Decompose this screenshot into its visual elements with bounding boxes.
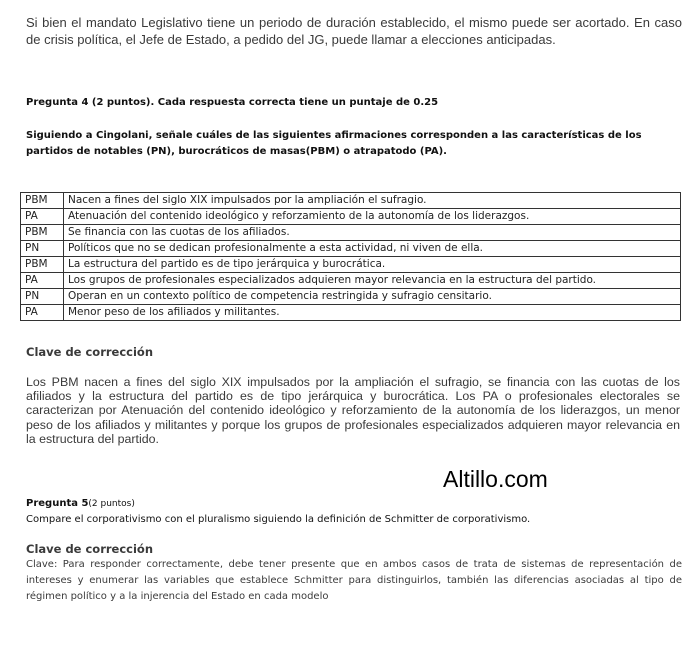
table-row [21,193,681,209]
question-5-title [26,496,686,512]
question-5-block [26,496,686,528]
party-code: PA [21,273,64,289]
watermark-logo[interactable]: Altillo.com [443,466,548,492]
party-code: PBM [21,257,64,273]
party-code: PBM [21,193,64,209]
party-code: PA [21,209,64,225]
statement: Nacen a fines del siglo XIX impulsados por la ampliación el sufragio. [64,193,681,209]
statement: Atenuación del contenido ideológico y reforzamiento de la autonomía de los liderazgos. [64,209,681,225]
question-5-label: Pregunta 5 [26,498,89,509]
party-code: PN [21,241,64,257]
statement: Operan en un contexto político de competencia restringida y sufragio censitario. [64,289,681,305]
answer-key-heading-q5: Clave de corrección [26,542,153,556]
statement: Políticos que no se dedican profesionalmente a esta actividad, ni viven de ella. [64,241,681,257]
question-5-points: (2 puntos) [88,499,135,509]
party-code: PN [21,289,64,305]
question-5-prompt: Compare el corporativismo con el pluralismo siguiendo la definición de Schmitter de corporativismo. [26,514,531,525]
statement: La estructura del partido es de tipo jerárquica y burocrática. [64,257,681,273]
table-row [21,289,681,305]
table-row [21,305,681,321]
party-code: PBM [21,225,64,241]
answer-key-heading-q4: Clave de corrección [26,345,153,359]
table-row [21,209,681,225]
question-4-prompt: Siguiendo a Cingolani, señale cuáles de las siguientes afirmaciones corresponden a las características de los partidos de notables (PN), burocráticos de masas(PBM) o atrapatodo (PA). [26,130,642,157]
table-row [21,241,681,257]
statement: Se financia con las cuotas de los afiliados. [64,225,681,241]
table-row [21,257,681,273]
answers-table [20,192,681,321]
intro-paragraph: Si bien el mandato Legislativo tiene un periodo de duración establecido, el mismo puede ser acortado. En caso de crisis política, el Jefe de Estado, a pedido del JG, puede llamar a elecciones anticipadas. [26,15,682,47]
table-row [21,273,681,289]
table-row [21,225,681,241]
answer-key-text-q5: Clave: Para responder correctamente, debe tener presente que en ambos casos de trata de sistemas de representación de intereses y enumerar las variables que establece Schmitter para distinguirlos, también las diferencias asociadas al tipo de régimen político y a la injerencia del Estado en cada modelo [26,559,682,602]
question-4-title: Pregunta 4 (2 puntos). Cada respuesta correcta tiene un puntaje de 0.25 [26,97,439,108]
statement: Los grupos de profesionales especializados adquieren mayor relevancia en la estructura del partido. [64,273,681,289]
statement: Menor peso de los afiliados y militantes. [64,305,681,321]
answer-key-text-q4: Los PBM nacen a fines del siglo XIX impulsados por la ampliación el sufragio, se financia con las cuotas de los afiliados y la estructura del partido es de tipo jerárquica y burocrática. Los PA o profesionales electorales se caracterizan por Atenuación del contenido ideológico y reforzamiento de la autonomía de los liderazgos, un menor peso de los afiliados y militantes y porque los grupos de profesionales especializados adquieren mayor relevancia en la estructura del partido. [26,375,680,446]
party-code: PA [21,305,64,321]
